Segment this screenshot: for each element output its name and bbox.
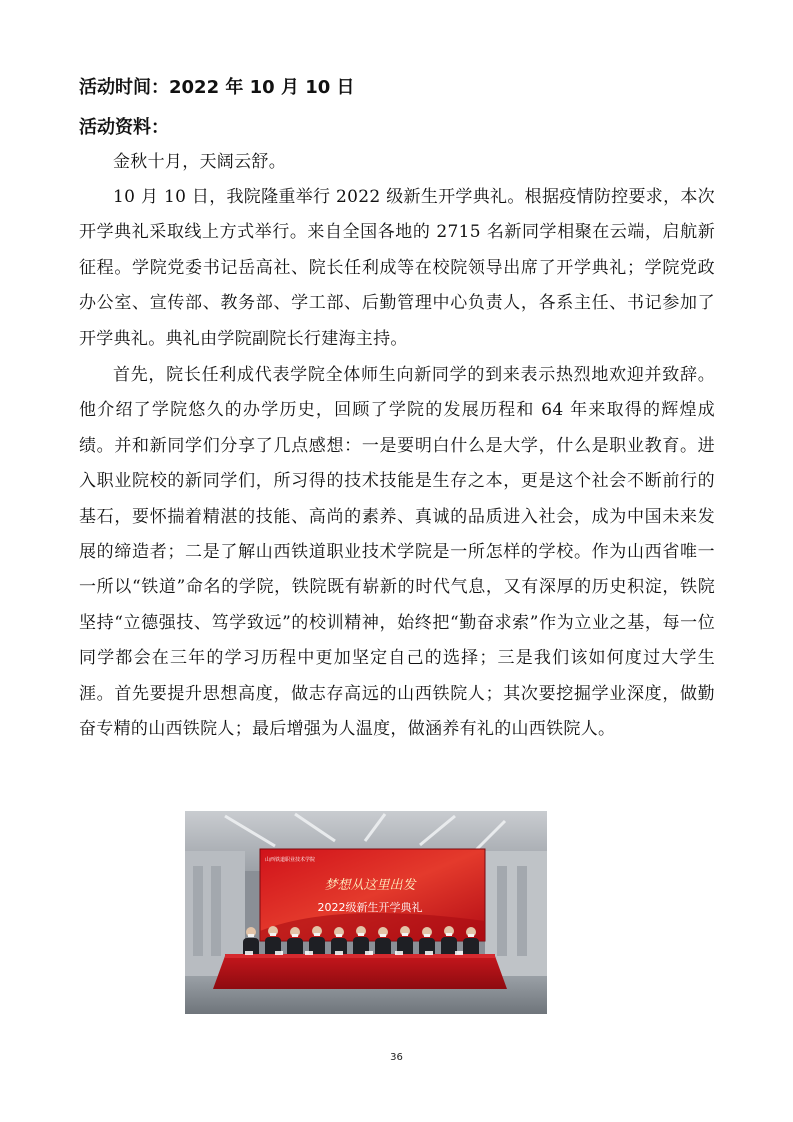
- paragraph-2-text: 10 月 10 日，我院隆重举行 2022 级新生开学典礼。根据疫情防控要求，本次开学典礼采取线上方式举行。来自全国各地的 2715 名新同学相聚在云端，启航新征程。学院党委书记岳高社、院长任利成等在校院领导出席了开学典礼；学院党政办公室、宣传部、教务部、学工部、后勤管理中心负责人，各系主任、书记参加了开学典礼。典礼由学院副院长行建海主持。: [79, 187, 715, 349]
- stage-table: [213, 956, 507, 989]
- page-number: 36: [390, 1052, 403, 1063]
- ceremony-photo: [185, 811, 547, 1014]
- paragraph-1-text: 金秋十月，天阔云舒。: [113, 152, 286, 172]
- paragraph-ceremony: [79, 180, 715, 357]
- activity-time-heading: 活动时间：2022 年 10 月 10 日: [79, 77, 355, 98]
- banner-subtitle: 2022级新生开学典礼: [317, 901, 423, 914]
- paragraph-3-text: 首先，院长任利成代表学院全体师生向新同学的到来表示热烈地欢迎并致辞。他介绍了学院悠久的办学历史，回顾了学院的发展历程和 64 年来取得的辉煌成绩。并和新同学们分享了几点感想：一是要明白什么是大学，什么是职业教育。进入职业院校的新同学们，所习得的技术技能是生存之本，更是这个社会不断前行的基石，要怀揣着精湛的技能、高尚的素养、真诚的品质进入社会，成为中国未来发展的缔造者；二是了解山西铁道职业技术学院是一所怎样的学校。作为山西省唯一一所以“铁道”命名的学院，铁院既有崭新的时代气息，又有深厚的历史积淀，铁院坚持“立德强技、笃学致远”的校训精神，始终把“勤奋求索”作为立业之基，每一位同学都会在三年的学习历程中更加坚定自己的选择；三是我们该如何度过大学生涯。首先要提升思想高度，做志存高远的山西铁院人；其次要挖掘学业深度，做勤奋专精的山西铁院人；最后增强为人温度，做涵养有礼的山西铁院人。: [79, 365, 715, 740]
- activity-materials-heading: 活动资料：: [79, 117, 169, 138]
- banner-title: 梦想从这里出发: [324, 878, 416, 893]
- paragraph-intro: [79, 145, 715, 180]
- banner-logo-text: 山西铁道职业技术学院: [265, 857, 316, 863]
- paragraph-speech: [79, 358, 715, 747]
